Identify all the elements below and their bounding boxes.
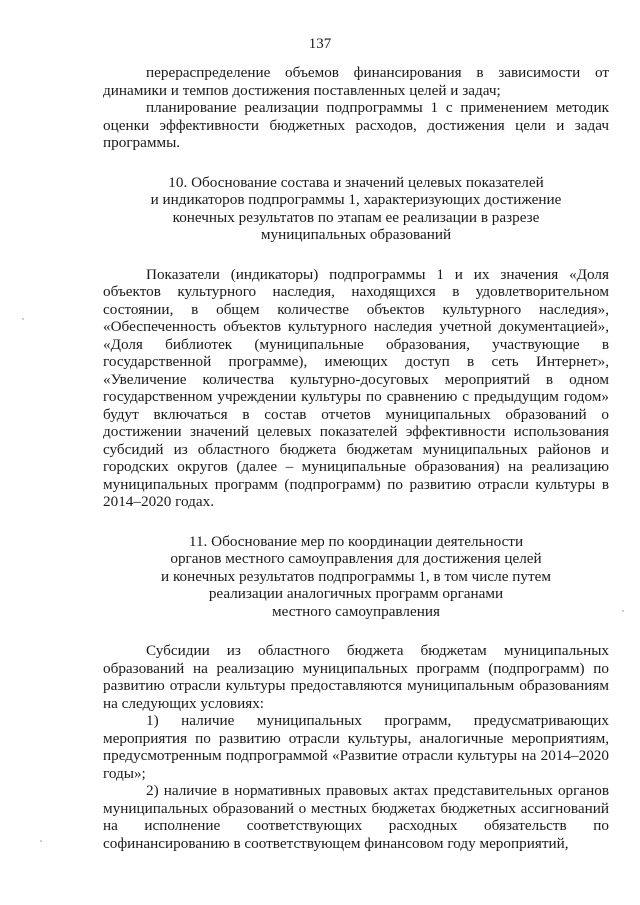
section-11-paragraph-subsidies: Субсидии из областного бюджета бюджетам муниципальных образований на реализацию муниципальных программ (подпрограмм) по развитию отрасли культуры предоставляются муниципальным образованиям на следующих условиях: [103, 642, 609, 712]
heading-line: реализации аналогичных программ органами [208, 585, 504, 602]
paragraph-redistribution: перераспределение объемов финансирования в зависимости от динамики и темпов достижения поставленных целей и задач; [103, 64, 609, 99]
scan-speck [622, 610, 624, 612]
section-11-paragraph-condition-2: 2) наличие в нормативных правовых актах представительных органов муниципальных образований о местных бюджетах бюджетных ассигнований на исполнение соответствующих расходных обязательств по софинансированию в соответствующем финансовом году мероприятий, [103, 782, 609, 852]
scan-speck [40, 840, 42, 842]
heading-line: 10. Обоснование состава и значений целевых показателей [168, 173, 544, 191]
heading-line: и индикаторов подпрограммы 1, характеризующих достижение [150, 191, 562, 208]
page-number: 137 [308, 36, 332, 52]
section-10-paragraph: Показатели (индикаторы) подпрограммы 1 и их значения «Доля объектов культурного наследия, находящихся в удовлетворительном состоянии, в общем количестве объектов культурного наследия», «Обеспеченность объектов культурного наследия учетной документацией», «Доля библиотек (муниципальные образования, участвующие в государственной программе), имеющих доступ в сеть Интернет», «Увеличение количества культурно-досуговых мероприятий в одном государственном учреждении культуры по сравнению с предыдущим годом» будут включаться в состав отчетов муниципальных образований о достижении значений целевых показателей эффективности использования субсидий из областного бюджета бюджетам муниципальных районов и городских округов (далее – муниципальные образования) на реализацию муниципальных программ (подпрограмм) по развитию отрасли культуры в 2014–2020 годах. [103, 265, 609, 510]
heading-line: 11. Обоснование мер по координации деятельности [188, 532, 524, 550]
heading-line: муниципальных образований [260, 226, 452, 243]
paragraph-planning: планирование реализации подпрограммы 1 с применением методик оценки эффективности бюджетных расходов, достижения цели и задач программы. [103, 99, 609, 151]
page-content [103, 64, 609, 852]
heading-line: органов местного самоуправления для достижения целей [170, 550, 542, 567]
heading-line: конечных результатов по этапам ее реализации в разрезе [172, 208, 540, 226]
section-10-heading [103, 174, 609, 244]
section-11-heading [103, 533, 609, 621]
scan-speck [22, 318, 24, 320]
heading-line: и конечных результатов подпрограммы 1, в том числе путем [161, 567, 551, 585]
section-11-paragraph-condition-1: 1) наличие муниципальных программ, предусматривающих мероприятия по развитию отрасли культуры, аналогичные мероприятиям, предусмотренным подпрограммой «Развитие отрасли культуры на 2014–2020 годы»; [103, 712, 609, 782]
heading-line: местного самоуправления [272, 602, 440, 620]
